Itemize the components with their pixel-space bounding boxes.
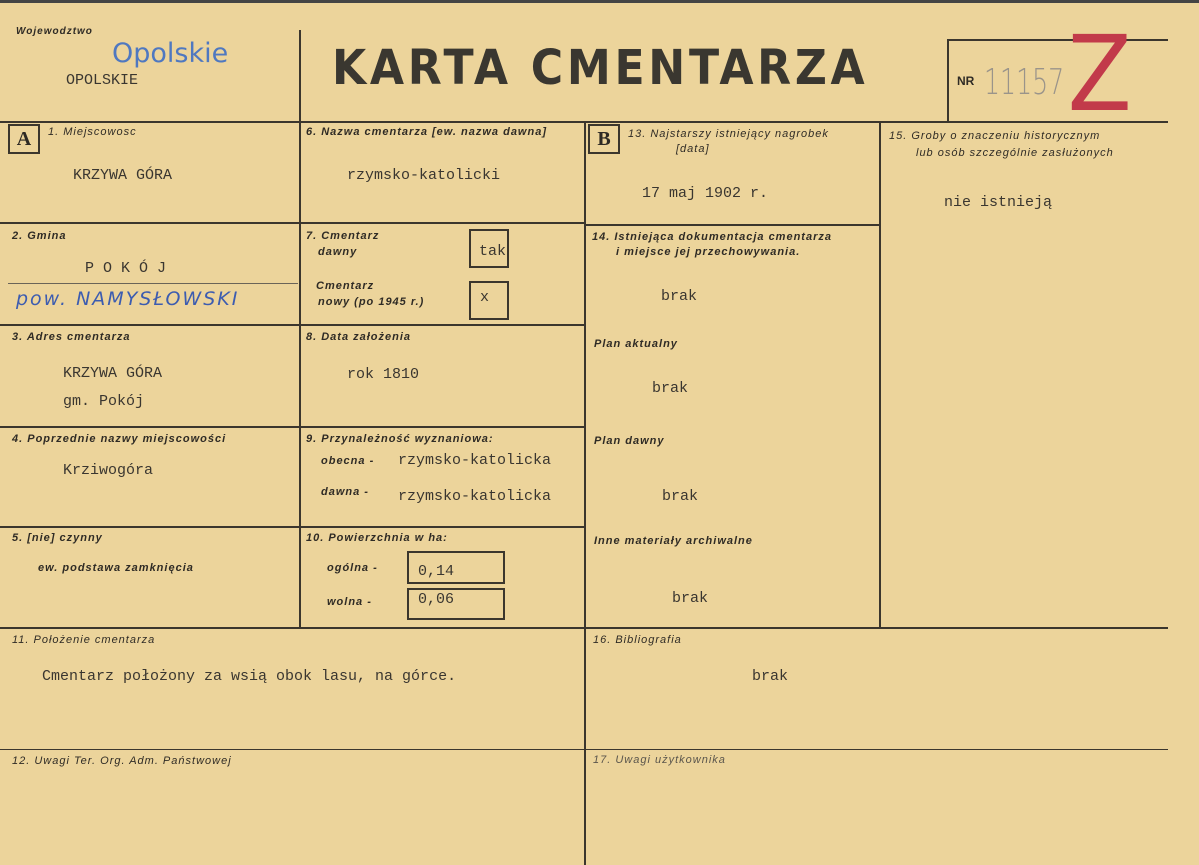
plan-current-value: brak (652, 380, 689, 397)
divider (8, 283, 298, 284)
field-14-label-2: i miejsce jej przechowywania. (616, 246, 801, 258)
field-1-value: KRZYWA GÓRA (73, 167, 173, 184)
voivodeship-value: OPOLSKIE (66, 72, 139, 89)
field-4-label: 4. Poprzednie nazwy miejscowości (12, 433, 227, 445)
divider (299, 30, 301, 628)
field-8-label: 8. Data założenia (306, 331, 412, 343)
field-15-label-2: lub osób szczególnie zasłużonych (916, 147, 1114, 159)
field-5-sub: ew. podstawa zamknięcia (38, 562, 194, 574)
divider (0, 222, 585, 224)
field-9-former-label: dawna - (321, 486, 369, 498)
field-14-value: brak (661, 288, 698, 305)
field-7-label-old: dawny (318, 246, 358, 258)
field-12-label: 12. Uwagi Ter. Org. Adm. Państwowej (12, 755, 232, 767)
field-9-former-value: rzymsko-katolicka (398, 488, 552, 505)
field-7-label: 7. Cmentarz (306, 230, 380, 242)
field-11-value: Cmentarz położony za wsią obok lasu, na górce. (42, 668, 457, 685)
divider (0, 627, 1168, 629)
plan-current-label: Plan aktualny (594, 338, 678, 350)
red-mark: Z (1067, 13, 1132, 135)
field-3-value-line2: gm. Pokój (63, 393, 145, 410)
divider (0, 324, 585, 326)
field-9-current-value: rzymsko-katolicka (398, 452, 552, 469)
plan-former-label: Plan dawny (594, 435, 665, 447)
new-cemetery-value: x (480, 289, 490, 306)
field-13-label: 13. Najstarszy istniejący nagrobek (628, 128, 829, 140)
divider (879, 121, 881, 628)
area-free-value: 0,06 (418, 591, 455, 608)
field-11-label: 11. Położenie cmentarza (12, 634, 156, 646)
field-16-value: brak (752, 668, 789, 685)
field-5-label: 5. [nie] czynny (12, 532, 103, 544)
scan-edge (0, 0, 1199, 3)
voivodeship-stamp: Opolskie (112, 38, 229, 69)
old-cemetery-value: tak (479, 243, 507, 260)
area-free-label: wolna - (327, 596, 372, 608)
field-2-label: 2. Gmina (12, 230, 67, 242)
other-materials-label: Inne materiały archiwalne (594, 535, 753, 547)
field-9-label: 9. Przynależność wyznaniowa: (306, 433, 494, 445)
field-1-label: 1. Miejscowosc (48, 126, 137, 138)
divider (584, 121, 586, 865)
divider (585, 224, 880, 226)
field-17-label: 17. Uwagi użytkownika (593, 754, 726, 766)
other-materials-value: brak (672, 590, 709, 607)
area-total-value: 0,14 (418, 563, 455, 580)
section-a-badge: A (8, 124, 40, 154)
nr-label: NR (957, 74, 975, 88)
field-7-new-label-2: nowy (po 1945 r.) (318, 296, 425, 308)
field-2-value: P O K Ó J (85, 260, 167, 277)
field-6-value: rzymsko-katolicki (347, 167, 501, 184)
voivodeship-label: Wojewodztwo (16, 26, 93, 37)
field-4-value: Krziwogóra (63, 462, 154, 479)
section-b-badge: B (588, 124, 620, 154)
field-9-current-label: obecna - (321, 455, 375, 467)
field-13-value: 17 maj 1902 r. (642, 185, 769, 202)
field-7-new-label: Cmentarz (316, 280, 375, 292)
area-total-label: ogólna - (327, 562, 378, 574)
divider (0, 426, 585, 428)
field-13-label-2: [data] (676, 143, 710, 155)
field-6-label: 6. Nazwa cmentarza [ew. nazwa dawna] (306, 126, 547, 138)
field-8-value: rok 1810 (347, 366, 420, 383)
nr-value: 11157 (984, 62, 1065, 103)
field-15-label: 15. Groby o znaczeniu historycznym (889, 130, 1101, 142)
divider (0, 749, 1168, 750)
field-10-label: 10. Powierzchnia w ha: (306, 532, 448, 544)
field-16-label: 16. Bibliografia (593, 634, 682, 646)
page-title: KARTA CMENTARZA (332, 40, 869, 96)
field-15-value: nie istnieją (944, 194, 1053, 211)
field-3-value-line1: KRZYWA GÓRA (63, 365, 163, 382)
field-2-handwritten: pow. NAMYSŁOWSKI (16, 288, 240, 310)
field-3-label: 3. Adres cmentarza (12, 331, 131, 343)
divider (0, 526, 585, 528)
plan-former-value: brak (662, 488, 699, 505)
field-14-label: 14. Istniejąca dokumentacja cmentarza (592, 231, 832, 243)
